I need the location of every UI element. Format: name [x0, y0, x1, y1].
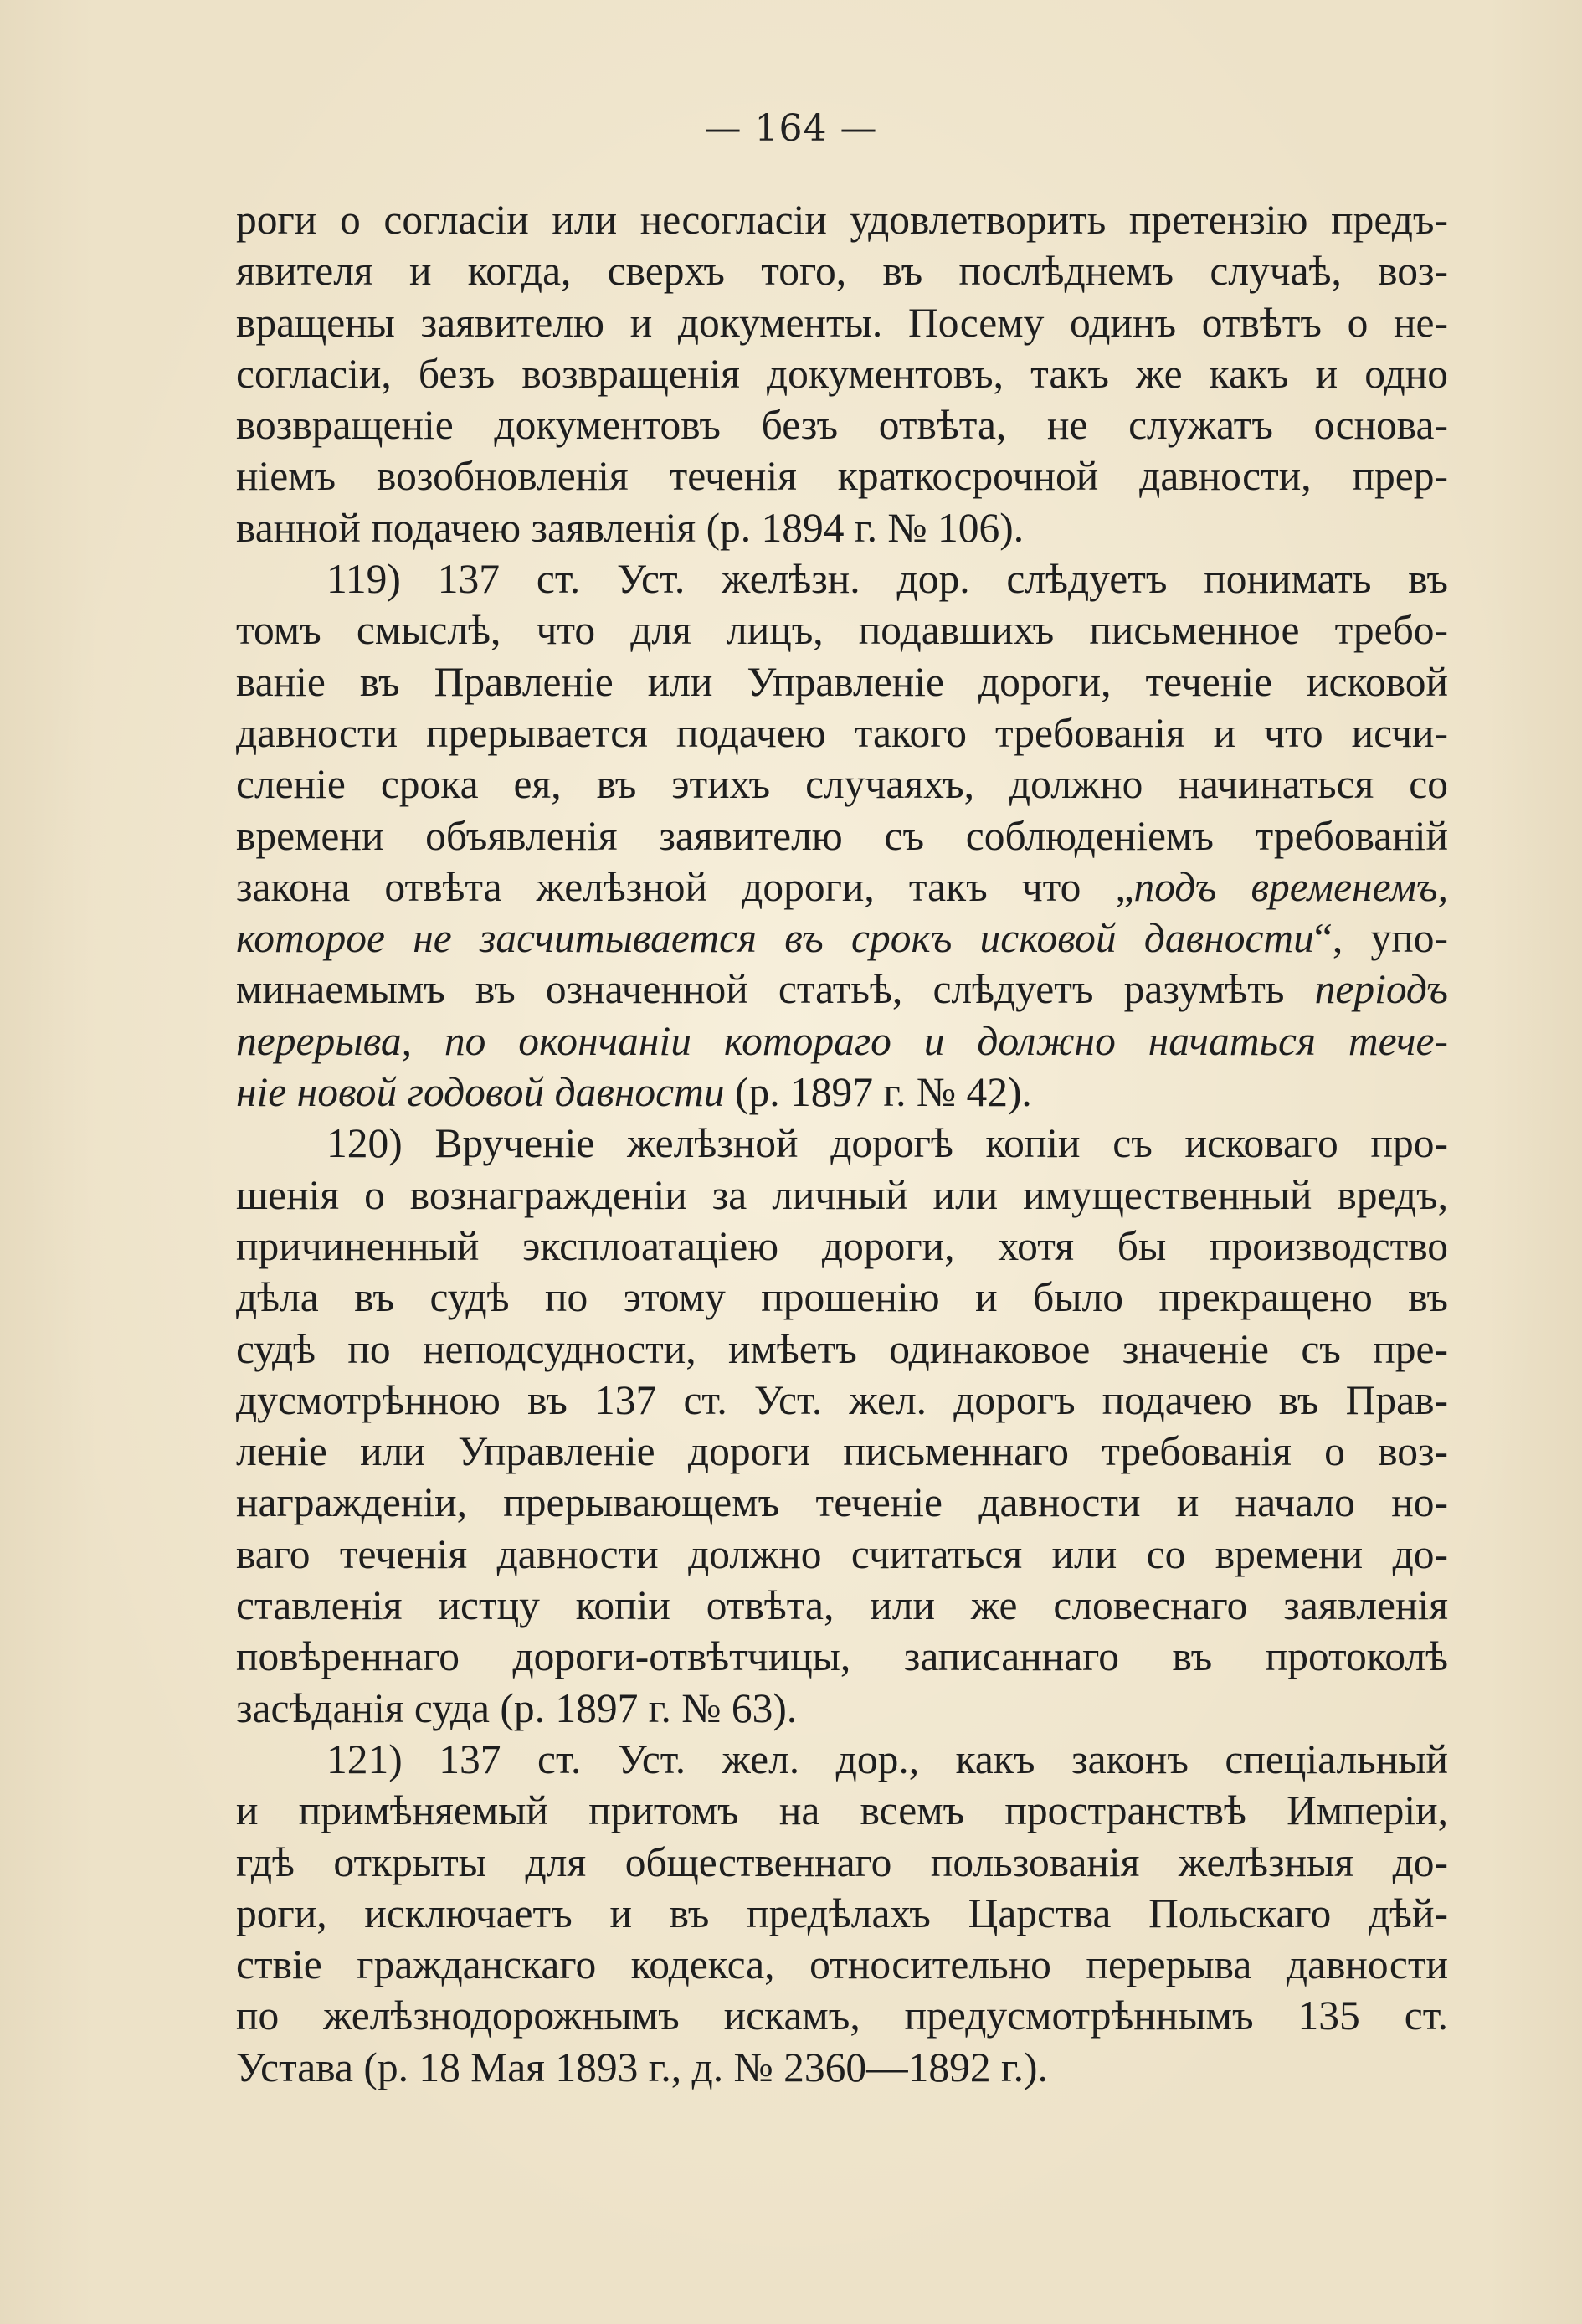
text-segment: томъ смыслѣ, что для лицъ, подавшихъ письменное требо- [236, 607, 1448, 654]
text-segment: леніе или Управленіе дороги письменнаго требованія о воз- [236, 1428, 1448, 1475]
text-segment: ваго теченія давности должно считаться или со времени до- [236, 1530, 1448, 1577]
text-segment: ставленія истцу копіи отвѣта, или же словеснаго заявленія [236, 1582, 1448, 1629]
text-line [236, 1734, 1448, 1785]
text-line [236, 707, 1448, 758]
text-line [236, 1375, 1448, 1426]
text-segment: (р. 1897 г. № 42). [724, 1069, 1032, 1116]
text-segment: засѣданія суда (р. 1897 г. № 63). [236, 1684, 798, 1731]
text-line [236, 1015, 1448, 1067]
text-line [236, 656, 1448, 707]
text-line [236, 1631, 1448, 1682]
text-segment: 119) 137 ст. Уст. желѣзн. дор. слѣдуетъ понимать въ [326, 556, 1448, 603]
text-line [236, 1683, 1448, 1734]
text-line [236, 1529, 1448, 1580]
text-line [236, 1426, 1448, 1477]
text-line [236, 450, 1448, 501]
text-line [236, 1580, 1448, 1631]
text-segment: Устава (р. 18 Мая 1893 г., д. № 2360—1892 г.). [236, 2044, 1048, 2090]
text-line [236, 553, 1448, 604]
text-segment: согласіи, безъ возвращенія документовъ, такъ же какъ и одно [236, 350, 1448, 397]
text-line [236, 1888, 1448, 1939]
text-segment: сленіе срока ея, въ этихъ случаяхъ, должно начинаться со [236, 761, 1448, 808]
text-segment: шенія о вознагражденіи за личный или имущественный вредъ, [236, 1171, 1448, 1218]
text-segment: гдѣ открыты для общественнаго пользованія желѣзныя до- [236, 1838, 1448, 1885]
text-line [236, 861, 1448, 913]
text-segment: роги, исключаетъ и въ предѣлахъ Царства Польскаго дѣй- [236, 1890, 1448, 1936]
text-line [236, 1170, 1448, 1221]
text-segment: дусмотрѣнною въ 137 ст. Уст. жел. дорогъ подачею въ Прав- [236, 1376, 1448, 1423]
text-line [236, 604, 1448, 656]
text-line [236, 245, 1448, 296]
text-line [236, 2042, 1448, 2093]
text-segment: и примѣняемый притомъ на всемъ пространствѣ Имперіи, [236, 1787, 1448, 1834]
text-line [236, 1477, 1448, 1528]
text-line [236, 1837, 1448, 1888]
italic-text-segment: перерыва, по окончаніи котораго и должно начаться тече- [236, 1017, 1448, 1064]
text-segment: вращены заявителю и документы. Посему одинъ отвѣтъ о не- [236, 299, 1448, 346]
text-segment: дѣла въ судѣ по этому прошенію и было прекращено въ [236, 1274, 1448, 1321]
text-line [236, 399, 1448, 450]
text-line [236, 913, 1448, 964]
text-segment: повѣреннаго дороги-отвѣтчицы, записаннаго въ протоколѣ [236, 1633, 1448, 1680]
text-segment: 120) Врученіе желѣзной дорогѣ копіи съ исковаго про- [326, 1120, 1448, 1167]
text-line [236, 758, 1448, 810]
text-segment: награжденіи, прерывающемъ теченіе давности и начало но- [236, 1479, 1448, 1526]
text-line [236, 502, 1448, 553]
italic-text-segment: періодъ [1314, 966, 1448, 1013]
text-line [236, 1067, 1448, 1118]
text-line [236, 194, 1448, 245]
text-line [236, 1785, 1448, 1836]
text-segment: давности прерывается подачею такого требованія и что исчи- [236, 709, 1448, 756]
text-segment: 121) 137 ст. Уст. жел. дор., какъ законъ спеціальный [326, 1735, 1448, 1782]
text-segment: закона отвѣта желѣзной дороги, такъ что „ [236, 863, 1134, 910]
text-line [236, 1990, 1448, 2041]
text-line [236, 964, 1448, 1015]
text-segment: минаемымъ въ означенной статьѣ, слѣдуетъ разумѣть [236, 966, 1315, 1013]
text-segment: по желѣзнодорожнымъ искамъ, предусмотрѣннымъ 135 ст. [236, 1992, 1448, 2039]
text-segment: времени объявленія заявителю съ соблюденіемъ требованій [236, 812, 1448, 859]
italic-text-segment: подъ временемъ, [1133, 863, 1448, 910]
text-line [236, 348, 1448, 399]
text-segment: “, упо- [1313, 915, 1448, 962]
text-line [236, 1221, 1448, 1272]
page-number: — 164 — [704, 107, 878, 150]
text-segment: явителя и когда, сверхъ того, въ послѣднемъ случаѣ, воз- [236, 248, 1448, 295]
text-line [236, 1324, 1448, 1375]
text-segment: ванной подачею заявленія (р. 1894 г. № 106). [236, 504, 1025, 551]
body-text [236, 194, 1448, 2093]
text-segment: ствіе гражданскаго кодекса, относительно перерыва давности [236, 1941, 1448, 1988]
italic-text-segment: ніе новой годовой давности [236, 1069, 725, 1116]
text-segment: роги о согласіи или несогласіи удовлетворить претензію предъ- [236, 197, 1448, 243]
text-segment: ніемъ возобновленія теченія краткосрочной давности, прер- [236, 453, 1448, 500]
text-line [236, 1118, 1448, 1169]
text-segment: причиненный эксплоатаціею дороги, хотя бы производство [236, 1222, 1448, 1269]
text-segment: судѣ по неподсудности, имѣетъ одинаковое значеніе съ пре- [236, 1325, 1448, 1372]
text-line [236, 297, 1448, 348]
text-segment: возвращеніе документовъ безъ отвѣта, не служатъ основа- [236, 402, 1448, 449]
text-line [236, 1272, 1448, 1323]
text-line [236, 1939, 1448, 1990]
text-segment: ваніе въ Правленіе или Управленіе дороги, теченіе исковой [236, 658, 1448, 705]
italic-text-segment: которое не засчитывается въ срокъ исковой давности [236, 915, 1314, 962]
text-line [236, 810, 1448, 861]
